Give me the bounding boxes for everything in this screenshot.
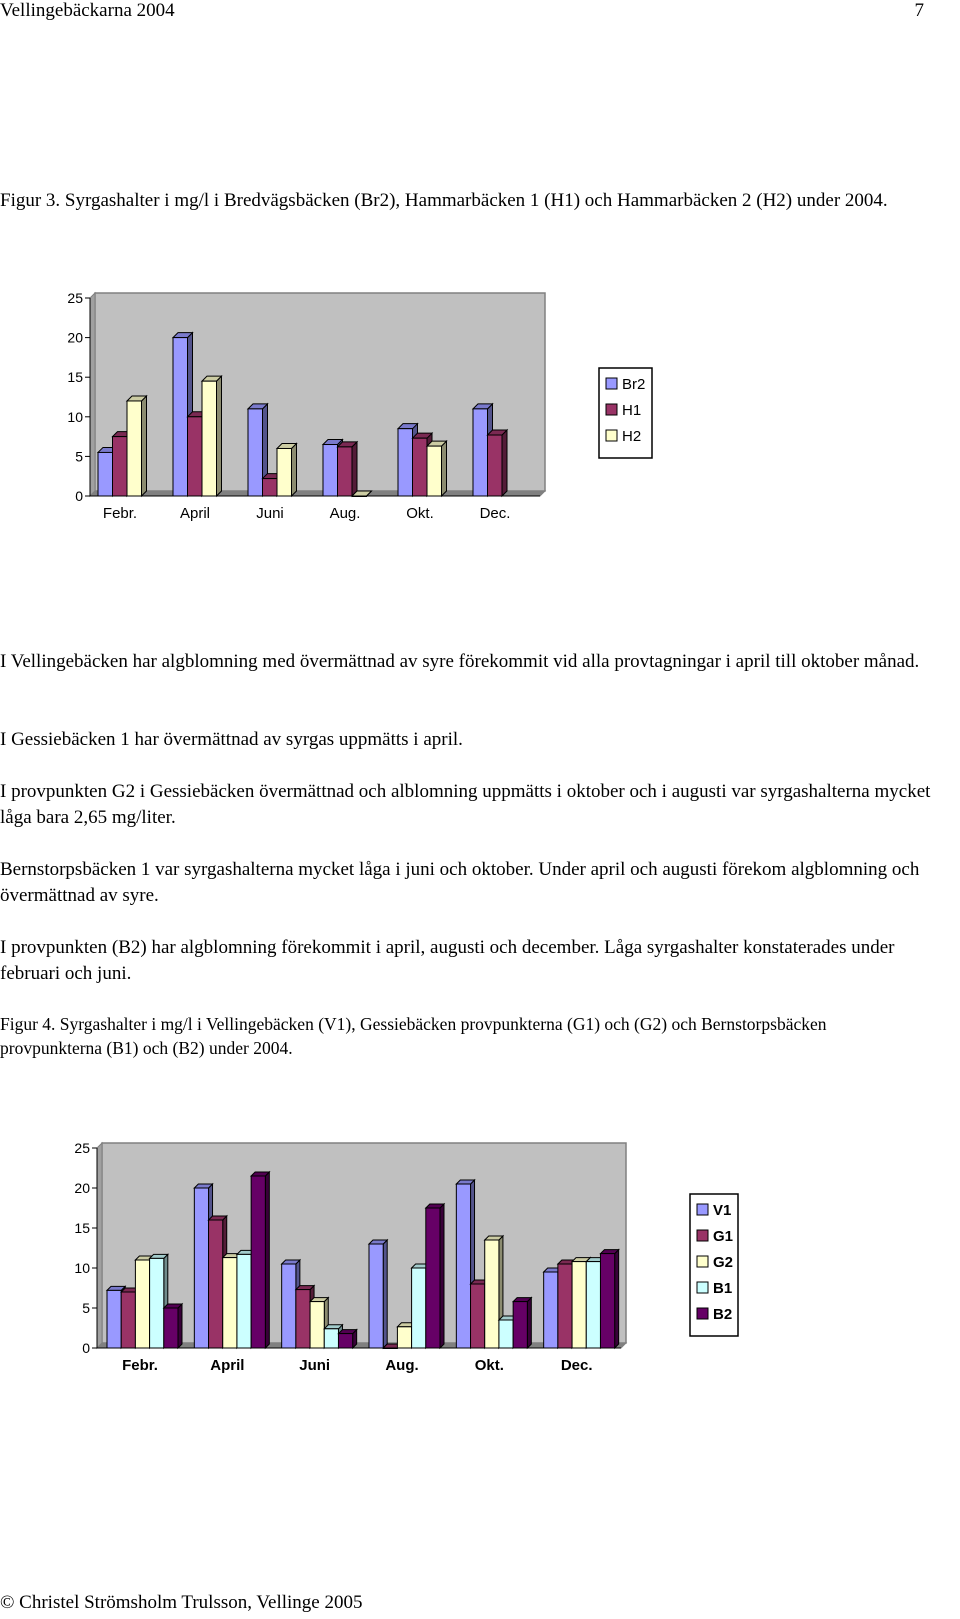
page-number: 7 bbox=[914, 0, 924, 21]
legend-swatch bbox=[697, 1204, 708, 1215]
figure-3-caption: Figur 3. Syrgashalter i mg/l i Bredvägsbäcken (Br2), Hammarbäcken 1 (H1) och Hammarbäcken 2 (H2) under 2004. bbox=[0, 190, 888, 211]
y-tick-label: 25 bbox=[74, 1140, 90, 1156]
legend-swatch bbox=[697, 1308, 708, 1319]
document-title: Vellingebäckarna 2004 bbox=[0, 0, 175, 21]
bar-h1-5 bbox=[488, 430, 508, 496]
bar-h2-2 bbox=[277, 443, 297, 496]
paragraph-2: I Gessiebäcken 1 har övermättnad av syrgas uppmätts i april. bbox=[0, 729, 463, 750]
plot-side-wall bbox=[97, 1143, 102, 1348]
paragraph-1: I Vellingebäcken har algblomning med övermättnad av syre förekommit vid alla provtagningar i april till oktober månad. bbox=[0, 651, 920, 672]
y-tick-label: 10 bbox=[67, 408, 83, 425]
x-tick-label: Aug. bbox=[329, 505, 361, 522]
bar-b2-3 bbox=[426, 1204, 444, 1348]
legend-label: Br2 bbox=[622, 376, 646, 393]
y-tick-label: 15 bbox=[67, 369, 83, 386]
bar-b2-4 bbox=[513, 1298, 531, 1348]
legend-label: B2 bbox=[713, 1306, 733, 1323]
legend-label: B1 bbox=[713, 1280, 733, 1297]
legend-label: G2 bbox=[713, 1254, 734, 1271]
legend-label: G1 bbox=[713, 1228, 734, 1245]
x-tick-label: Juni bbox=[256, 505, 284, 522]
figure-3-chart bbox=[0, 280, 700, 540]
x-tick-label: Aug. bbox=[385, 1357, 419, 1374]
legend-swatch bbox=[606, 430, 617, 441]
footer-copyright: © Christel Strömsholm Trulsson, Vellinge 2005 bbox=[0, 1592, 363, 1613]
y-tick-label: 5 bbox=[75, 448, 83, 465]
bar-v1-3 bbox=[369, 1240, 387, 1348]
figure-4-chart bbox=[0, 1130, 760, 1390]
y-tick-label: 0 bbox=[75, 488, 83, 504]
legend-swatch bbox=[697, 1230, 708, 1241]
bar-h1-3 bbox=[338, 442, 358, 496]
plot-side-wall bbox=[90, 293, 95, 496]
bar-h2-1 bbox=[202, 376, 222, 496]
x-tick-label: Juni bbox=[299, 1357, 331, 1374]
legend bbox=[599, 368, 652, 458]
y-tick-label: 5 bbox=[82, 1300, 90, 1316]
y-tick-label: 0 bbox=[82, 1340, 90, 1356]
x-tick-label: April bbox=[179, 505, 211, 522]
page-header bbox=[0, 0, 952, 26]
legend-swatch bbox=[697, 1256, 708, 1267]
x-tick-label: April bbox=[210, 1357, 245, 1374]
legend-label: H1 bbox=[622, 402, 642, 419]
bar-b2-5 bbox=[600, 1250, 618, 1348]
paragraph-3: I provpunkten G2 i Gessiebäcken övermättnad och alblomning uppmätts i oktober och i augusti var syrgashalterna mycket låga bara 2,65 mg/liter. bbox=[0, 781, 931, 828]
legend-swatch bbox=[606, 378, 617, 389]
figure-4-caption: Figur 4. Syrgashalter i mg/l i Vellingebäcken (V1), Gessiebäcken provpunkterna (G1) och (G2) och Bernstorpsbäcken provpunkterna (B1) och (B2) under 2004. bbox=[0, 1014, 827, 1058]
x-tick-label: Dec. bbox=[479, 505, 511, 522]
bar-b2-0 bbox=[164, 1304, 182, 1348]
y-tick-label: 20 bbox=[67, 329, 83, 346]
legend-swatch bbox=[697, 1282, 708, 1293]
x-tick-label: Febr. bbox=[102, 505, 138, 522]
y-tick-label: 25 bbox=[67, 290, 83, 306]
x-tick-label: Febr. bbox=[122, 1357, 158, 1374]
y-tick-label: 10 bbox=[74, 1260, 90, 1276]
paragraph-5: I provpunkten (B2) har algblomning förekommit i april, augusti och december. Låga syrgashalter konstaterades under februari och juni. bbox=[0, 937, 895, 984]
bar-b2-2 bbox=[338, 1330, 356, 1348]
bar-h2-4 bbox=[427, 441, 447, 496]
paragraph-4: Bernstorpsbäcken 1 var syrgashalterna mycket låga i juni och oktober. Under april och augusti förekom algblomning och övermättnad av syre. bbox=[0, 859, 920, 906]
bar-h2-0 bbox=[127, 396, 147, 496]
legend-label: H2 bbox=[622, 428, 642, 445]
y-tick-label: 15 bbox=[74, 1220, 90, 1236]
legend-label: V1 bbox=[713, 1202, 732, 1219]
x-tick-label: Dec. bbox=[560, 1357, 593, 1374]
legend-swatch bbox=[606, 404, 617, 415]
x-tick-label: Okt. bbox=[474, 1357, 504, 1374]
y-tick-label: 20 bbox=[74, 1180, 90, 1196]
legend bbox=[690, 1194, 738, 1336]
x-tick-label: Okt. bbox=[406, 505, 434, 522]
bar-b2-1 bbox=[251, 1172, 269, 1348]
